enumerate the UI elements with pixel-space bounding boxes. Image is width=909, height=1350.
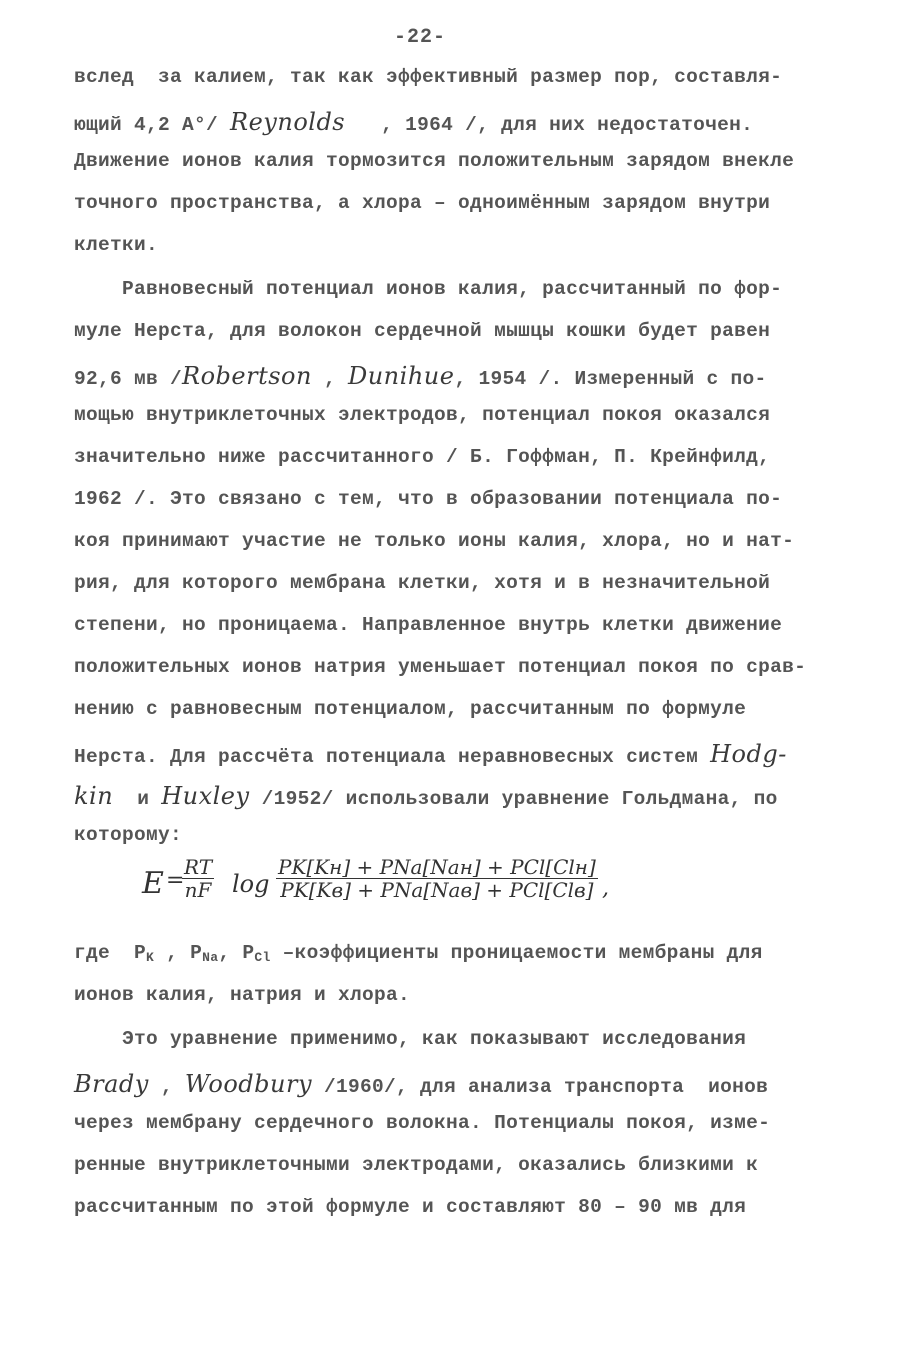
text-line [74, 1030, 746, 1050]
text-run: , [148, 1076, 185, 1098]
text-run: –коэффициенты проницаемости мембраны для [270, 942, 763, 964]
handwritten-name: Dunihue [347, 362, 455, 390]
formula-coefficient-denominator: nF [184, 878, 212, 902]
formula-log: log [232, 870, 270, 898]
text-run: рассчитанным по этой формуле и составляют 80 – 90 мв для [74, 1196, 747, 1218]
text-line [74, 1156, 758, 1176]
handwritten-name: kin [74, 782, 114, 810]
text-line [74, 364, 767, 390]
text-line [74, 826, 182, 846]
text-run: рия, для которого мембрана клетки, хотя и в незначительной [74, 572, 771, 594]
text-run: ионов калия, натрия и хлора. [74, 984, 411, 1006]
text-line [74, 616, 782, 636]
text-line [74, 784, 778, 810]
formula-equals: = [166, 868, 185, 893]
text-run: через мембрану сердечного волокна. Потенциалы покоя, изме- [74, 1112, 771, 1134]
text-line [74, 490, 782, 510]
text-line [74, 658, 806, 678]
text-line [74, 280, 782, 300]
text-run: , 1954 /. Измеренный с по- [454, 368, 767, 390]
formula-coefficient-numerator: RT [184, 855, 213, 879]
text-run: Движение ионов калия тормозится положительным зарядом внекле [74, 150, 795, 172]
text-run: значительно ниже рассчитанного / Б. Гоффман, П. Крейнфилд, [74, 446, 771, 468]
goldman-equation [140, 852, 640, 922]
text-run: и [113, 788, 162, 810]
text-run: мощью внутриклеточных электродов, потенциал покоя оказался [74, 404, 771, 426]
text-run: точного пространства, а хлора – одноимённым зарядом внутри [74, 192, 771, 214]
text-run: клетки. [74, 234, 159, 256]
text-run: Нерста. Для рассчёта потенциала неравновесных систем [74, 746, 711, 768]
handwritten-name: Woodbury [184, 1070, 313, 1098]
subscript: K [146, 950, 155, 965]
text-run: /1960/, для анализа транспорта ионов [312, 1076, 769, 1098]
handwritten-name: Hodg- [710, 740, 787, 768]
text-line [74, 322, 770, 342]
formula-denominator: PK[Kв] + PNa[Naв] + PCl[Clв] [280, 878, 594, 902]
text-run: ренные внутриклеточными электродами, оказались близкими к [74, 1154, 759, 1176]
text-line [74, 448, 770, 468]
formula-lhs: E [142, 866, 164, 901]
text-run: муле Нерста, для волокон сердечной мышцы кошки будет равен [74, 320, 771, 342]
text-line [74, 742, 787, 768]
text-line [74, 532, 794, 552]
text-line [74, 1114, 770, 1134]
text-line [74, 68, 782, 88]
formula-comma: , [602, 876, 609, 901]
text-line [74, 152, 794, 172]
formula-numerator: PK[Kн] + PNa[Naн] + PCl[Clн] [278, 855, 596, 879]
handwritten-name: Reynolds [230, 108, 346, 136]
subscript: Cl [254, 950, 271, 965]
text-run: вслед за калием, так как эффективный размер пор, составля- [74, 66, 783, 88]
text-run: , 1964 /, для них недостаточен. [345, 114, 754, 136]
text-line [74, 944, 763, 964]
text-run: /1952/ использовали уравнение Гольдмана, по [249, 788, 778, 810]
formula-fraction [276, 856, 598, 902]
text-run: Равновесный потенциал ионов калия, рассчитанный по фор- [74, 278, 783, 300]
text-line [74, 1198, 746, 1218]
text-run: которому: [74, 824, 183, 846]
formula-coefficient [182, 856, 214, 902]
subscript: Na [202, 950, 219, 965]
text-line [74, 574, 770, 594]
text-line [74, 194, 770, 214]
text-line [74, 700, 746, 720]
text-line [74, 1072, 768, 1098]
page-number: -22- [393, 26, 446, 49]
text-run: , [311, 368, 348, 390]
text-line [74, 236, 158, 256]
text-run: нению с равновесным потенциалом, рассчитанным по формуле [74, 698, 747, 720]
text-run: 1962 /. Это связано с тем, что в образовании потенциала по- [74, 488, 783, 510]
text-run: положительных ионов натрия уменьшает потенциал покоя по срав- [74, 656, 807, 678]
handwritten-name: Robertson [182, 362, 312, 390]
text-run: ющий 4,2 А°/ [74, 114, 231, 136]
text-run: Это уравнение применимо, как показывают исследования [74, 1028, 747, 1050]
text-run: , P [154, 942, 203, 964]
text-run: степени, но проницаема. Направленное внутрь клетки движение [74, 614, 783, 636]
text-run: коя принимают участие не только ионы калия, хлора, но и нат- [74, 530, 795, 552]
text-run: 92,6 мв / [74, 368, 183, 390]
text-line [74, 406, 770, 426]
text-line [74, 110, 753, 136]
handwritten-name: Brady [74, 1070, 149, 1098]
handwritten-name: Huxley [161, 782, 250, 810]
text-run: , P [218, 942, 255, 964]
text-line [74, 986, 410, 1006]
text-run: где P [74, 942, 147, 964]
